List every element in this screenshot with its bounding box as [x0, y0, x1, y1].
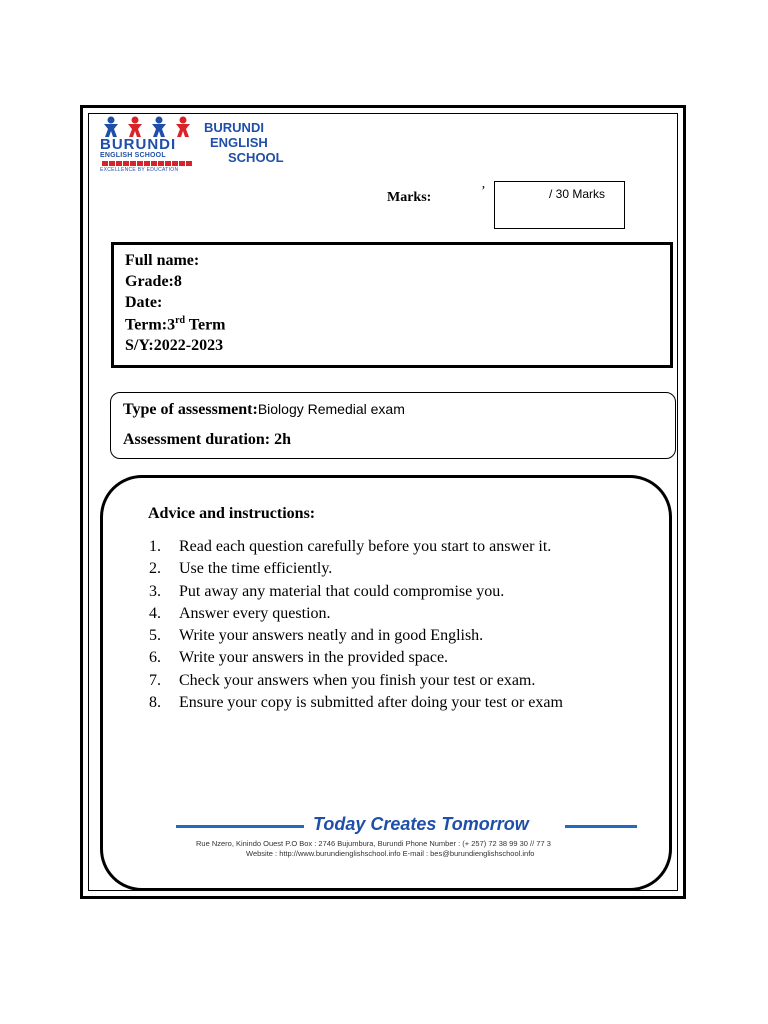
list-item-number: 7. [149, 671, 161, 689]
list-item-text: Write your answers in the provided space. [179, 649, 449, 667]
marks-box[interactable] [494, 181, 625, 229]
list-item [149, 692, 563, 714]
date-label[interactable]: Date: [125, 294, 163, 311]
school-name-line-3: SCHOOL [228, 150, 284, 165]
list-item [149, 603, 563, 625]
list-item-number: 2. [149, 560, 161, 578]
grade-label: Grade:8 [125, 273, 182, 290]
list-item-text: Use the time efficiently. [179, 560, 333, 578]
term-label [125, 315, 226, 334]
list-item-text: Answer every question. [179, 604, 331, 622]
instructions-list [149, 536, 563, 714]
list-item-text: Ensure your copy is submitted after doing your test or exam [179, 694, 563, 712]
marks-label: Marks: [387, 190, 432, 205]
list-item-text: Write your answers neatly and in good English. [179, 627, 484, 645]
list-item-text: Put away any material that could compromise you. [179, 582, 505, 600]
logo-subtitle: ENGLISH SCHOOL [100, 152, 166, 159]
footer-rule-right [565, 825, 637, 828]
assessment-type-value: Biology Remedial exam [257, 401, 405, 417]
full-name-label[interactable]: Full name: [125, 252, 200, 269]
list-item [149, 536, 563, 558]
footer-rule-left [176, 825, 304, 828]
list-item-text: Check your answers when you finish your test or exam. [179, 671, 536, 689]
student-info-box [111, 242, 673, 368]
list-item-text: Read each question carefully before you start to answer it. [179, 538, 552, 555]
footer-contact: Website : http://www.burundienglishschool.info E-mail : bes@burundienglishschool.info [246, 849, 535, 858]
marks-total: / 30 Marks [549, 187, 606, 201]
assessment-duration: Assessment duration: 2h [123, 431, 292, 448]
logo-figures-icon [102, 116, 196, 138]
footer-address: Rue Nzero, Kinindo Ouest P.O Box : 2746 Bujumbura, Burundi Phone Number : (+ 257) 72 38 99 30 // 77 3 [196, 839, 551, 848]
marks-tick: ’ [481, 184, 486, 199]
list-item [149, 647, 563, 669]
logo-red-bar [102, 161, 192, 166]
school-year-label: S/Y:2022-2023 [125, 337, 224, 354]
list-item-number: 5. [149, 627, 161, 645]
assessment-box [110, 392, 676, 459]
list-item-number: 3. [149, 582, 161, 600]
term-prefix: Term:3 [125, 316, 176, 334]
list-item [149, 670, 563, 692]
school-name-line-2: ENGLISH [210, 135, 268, 150]
term-superscript: rd [175, 315, 186, 326]
footer-slogan: Today Creates Tomorrow [313, 814, 529, 834]
list-item-number: 4. [149, 604, 161, 622]
instructions-title: Advice and instructions: [148, 505, 316, 522]
assessment-type [123, 401, 405, 419]
list-item [149, 625, 563, 647]
school-name [204, 120, 284, 165]
list-item-number: 1. [149, 538, 161, 555]
list-item-number: 6. [149, 649, 161, 667]
list-item [149, 581, 563, 603]
term-suffix: Term [185, 316, 226, 334]
logo-tagline: EXCELLENCE BY EDUCATION [100, 167, 179, 173]
logo-wordmark: BURUNDI [100, 136, 177, 153]
assessment-type-label: Type of assessment: [123, 401, 258, 418]
list-item-number: 8. [149, 694, 161, 712]
list-item [149, 558, 563, 580]
school-name-line-1: BURUNDI [204, 120, 264, 135]
school-logo [100, 116, 300, 174]
